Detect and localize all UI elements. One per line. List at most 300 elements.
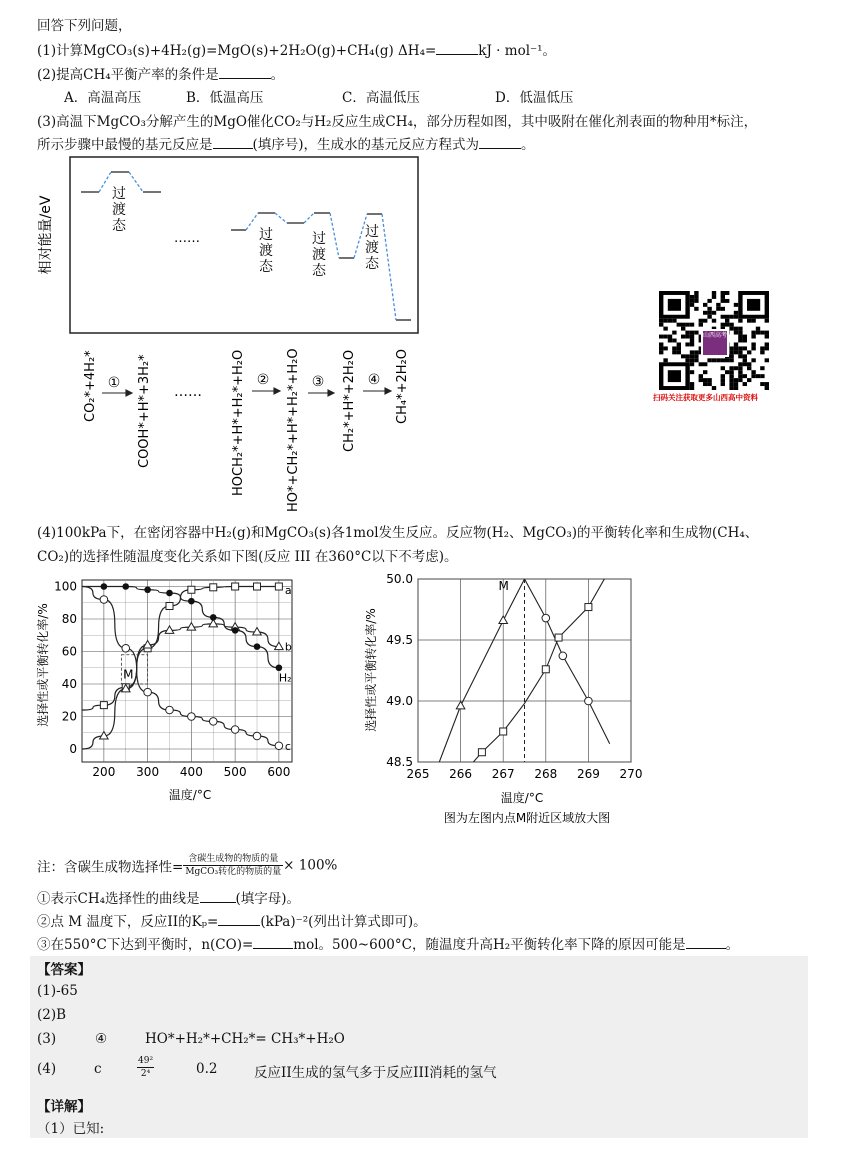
qr-module [712, 291, 716, 295]
qr-module [734, 366, 738, 370]
left-point [122, 583, 129, 590]
qr-module [663, 319, 667, 323]
qr-module [747, 378, 751, 382]
right-x-tick: 270 [619, 767, 643, 781]
qr-module [703, 303, 707, 307]
qr-module [721, 382, 725, 386]
right-point [500, 728, 507, 735]
left-point [166, 603, 173, 610]
qr-module [760, 350, 764, 354]
left-series-label: c [284, 739, 291, 753]
qr-module [765, 346, 769, 350]
q3-text-c: 。 [521, 137, 535, 153]
question-2 [37, 63, 284, 83]
qr-module [707, 307, 711, 311]
left-y-tick: 80 [61, 612, 77, 626]
sub1-blank [200, 890, 236, 903]
qr-module [738, 331, 742, 335]
qr-module [721, 307, 725, 311]
answer-4-reason: 反应II生成的氢气多于反应III消耗的氢气 [254, 1065, 497, 1081]
qr-module [721, 315, 725, 319]
left-series-line [82, 587, 279, 668]
qr-module [690, 323, 694, 327]
answer-4-frac-num: 49² [138, 1056, 154, 1066]
qr-module [659, 350, 663, 354]
qr-module [699, 323, 703, 327]
qr-module [721, 374, 725, 378]
q3-line1: (3)高温下MgCO₃分解产生的MgO催化CO₂与H₂反应生成CH₄，部分历程如图，其中吸附在催化剂表面的物种用*标注， [37, 114, 758, 130]
qr-module [743, 382, 747, 386]
qr-module [751, 370, 755, 374]
svg-text:过: 过 [112, 186, 126, 202]
left-series-line [82, 624, 279, 749]
species-3: HOCH₂*+H*+H₂*+H₂O [231, 349, 246, 496]
qr-module [734, 331, 738, 335]
left-x-tick: 600 [267, 765, 291, 779]
qr-module [690, 335, 694, 339]
answer-3-equation: HO*+H₂*+CH₂*= CH₃*+H₂O [145, 1031, 345, 1047]
answer-4-nco: 0.2 [196, 1061, 218, 1077]
qr-module [690, 342, 694, 346]
qr-module [672, 346, 676, 350]
right-y-tick: 49.0 [386, 694, 413, 708]
ts-label-3 [312, 231, 327, 279]
sub1-end: (填字母)。 [235, 891, 301, 907]
ts-label-4 [365, 224, 380, 272]
sub1-text: ①表示CH₄选择性的曲线是 [37, 891, 200, 907]
left-point [254, 583, 261, 590]
energy-diagram [30, 150, 450, 520]
sub3-blank-1 [253, 936, 293, 949]
qr-module [756, 327, 760, 331]
right-y-label: 选择性或平衡转化率/% [364, 608, 378, 732]
q2-blank [219, 66, 271, 79]
question-1 [37, 39, 556, 59]
left-x-label: 温度/°C [168, 788, 212, 802]
left-point [188, 586, 195, 593]
qr-module [690, 295, 694, 299]
qr-module [747, 350, 751, 354]
qr-module [765, 335, 769, 339]
qr-module [725, 291, 729, 295]
right-point [555, 634, 562, 641]
svg-text:过: 过 [259, 227, 273, 243]
qr-module [721, 291, 725, 295]
qr-module [712, 386, 716, 390]
qr-module [703, 378, 707, 382]
left-point [275, 742, 283, 750]
note-suffix: × 100% [283, 857, 338, 874]
species-1: CO₂*+4H₂* [83, 350, 98, 422]
sub3-text: ③在550°C下达到平衡时，n(CO)= [37, 937, 254, 953]
right-point [542, 614, 550, 622]
qr-module [760, 374, 764, 378]
svg-text:渡: 渡 [365, 240, 379, 256]
qr-module [734, 327, 738, 331]
qr-module [668, 335, 672, 339]
qr-module [738, 346, 742, 350]
left-series-label: H₂ [278, 671, 292, 685]
qr-module [703, 319, 707, 323]
qr-module [721, 358, 725, 362]
qr-module [699, 374, 703, 378]
right-point [542, 666, 549, 673]
qr-module [743, 362, 747, 366]
energy-ellipsis: …… [174, 231, 200, 246]
svg-text:渡: 渡 [312, 247, 326, 263]
left-point [254, 643, 261, 650]
q2-text: (2)提高CH₄平衡产率的条件是 [37, 67, 219, 83]
qr-module [685, 354, 689, 358]
right-x-tick: 265 [406, 767, 430, 781]
qr-module [765, 382, 769, 386]
qr-module [685, 335, 689, 339]
left-y-tick: 100 [54, 579, 77, 594]
qr-module [760, 331, 764, 335]
qr-module [725, 370, 729, 374]
answer-2: (2)B [37, 1007, 67, 1023]
left-y-tick: 20 [61, 709, 77, 724]
qr-module [677, 346, 681, 350]
qr-module [729, 370, 733, 374]
right-caption: 图为左图内点M附近区域放大图 [443, 811, 611, 825]
right-x-tick: 268 [534, 767, 558, 781]
left-point [210, 614, 217, 621]
ts-label-1 [112, 186, 127, 234]
qr-module [751, 335, 755, 339]
energy-y-label: 相对能量/eV [38, 195, 54, 275]
qr-module [738, 327, 742, 331]
sub-question-3 [37, 933, 739, 953]
qr-caption: 扫码关注获取更多山西高中资料 [653, 393, 758, 402]
qr-module [690, 339, 694, 343]
left-point [166, 590, 173, 597]
qr-module [707, 311, 711, 315]
right-x-tick: 269 [576, 767, 600, 781]
qr-module [729, 358, 733, 362]
right-m-label: M [498, 579, 509, 593]
qr-module [707, 315, 711, 319]
qr-module [690, 370, 694, 374]
answer-3-step: ④ [95, 1031, 108, 1047]
qr-module [751, 331, 755, 335]
qr-module [729, 386, 733, 390]
qr-module [734, 346, 738, 350]
qr-module [690, 358, 694, 362]
q2-option-d: D．低温低压 [495, 90, 574, 106]
sub2-text: ②点 M 温度下，反应II的Kₚ= [37, 914, 219, 930]
qr-module [707, 299, 711, 303]
left-point [144, 688, 152, 696]
qr-module [765, 386, 769, 390]
q2-option-b: B．低温高压 [186, 90, 264, 106]
right-point [499, 616, 508, 624]
note-prefix: 注：含碳生成物选择性= [37, 859, 184, 876]
qr-module [743, 346, 747, 350]
left-point [188, 598, 195, 605]
note-fraction [183, 853, 283, 878]
qr-module [729, 323, 733, 327]
qr-finder-core [747, 299, 760, 311]
qr-module [677, 323, 681, 327]
qr-module [712, 358, 716, 362]
q1-text: (1)计算MgCO₃(s)+4H₂(g)=MgO(s)+2H₂O(g)+CH₄(g) ΔH₄= [37, 43, 437, 59]
qr-module [694, 358, 698, 362]
right-x-tick: 267 [491, 767, 515, 781]
qr-module [694, 354, 698, 358]
step-3-label: ③ [311, 374, 325, 390]
sub3-text-b: mol。500~600°C，随温度升高H₂平衡转化率下降的原因可能是 [293, 937, 686, 953]
qr-module [685, 323, 689, 327]
qr-module [725, 358, 729, 362]
qr-module [716, 303, 720, 307]
left-point [187, 623, 196, 631]
species-2: COOH*+H*+3H₂* [137, 354, 152, 468]
left-point [275, 583, 282, 590]
left-x-tick: 200 [92, 765, 116, 779]
note-denominator: MgCO₃转化的物质的量 [185, 867, 282, 877]
qr-module [751, 358, 755, 362]
selectivity-note [37, 853, 337, 878]
qr-module [712, 319, 716, 323]
step-4-label: ④ [367, 372, 381, 388]
qr-module [738, 339, 742, 343]
qr-module [663, 327, 667, 331]
qr-code[interactable] [653, 291, 771, 403]
qr-module [734, 378, 738, 382]
qr-module [681, 323, 685, 327]
qr-module [734, 382, 738, 386]
qr-module [699, 362, 703, 366]
qr-module [743, 339, 747, 343]
qr-module [672, 331, 676, 335]
qr-module [699, 319, 703, 323]
qr-module [659, 323, 663, 327]
intro-text: 回答下列问题， [37, 18, 132, 34]
svg-text:态: 态 [112, 218, 126, 234]
qr-module [751, 342, 755, 346]
detail-header: 【详解】 [37, 1099, 91, 1115]
q2-end: 。 [270, 67, 285, 83]
qr-module [751, 374, 755, 378]
qr-module [756, 331, 760, 335]
answer-4-frac-den: 2⁴ [140, 1069, 151, 1079]
qr-module [703, 370, 707, 374]
qr-module [703, 382, 707, 386]
left-series-label: b [284, 640, 292, 654]
left-point [253, 628, 262, 636]
qr-module [738, 374, 742, 378]
qr-module [751, 346, 755, 350]
answer-panel [30, 956, 808, 1138]
qr-module [712, 311, 716, 315]
left-point [166, 706, 174, 714]
energy-levels [81, 172, 411, 320]
qr-module [721, 299, 725, 303]
right-point [585, 697, 593, 705]
qr-module [738, 362, 742, 366]
qr-module [738, 354, 742, 358]
left-point [101, 583, 108, 590]
sub-question-1 [37, 887, 300, 907]
qr-module [716, 358, 720, 362]
sub-question-2 [37, 910, 427, 930]
left-y-tick: 60 [61, 644, 77, 659]
species-labels [83, 348, 410, 512]
qr-module [765, 358, 769, 362]
qr-module [738, 335, 742, 339]
svg-text:态: 态 [259, 259, 273, 275]
right-x-label: 温度/°C [500, 791, 544, 805]
qr-module [663, 346, 667, 350]
right-point [559, 652, 567, 660]
svg-text:渡: 渡 [259, 243, 273, 259]
left-series-2 [82, 587, 283, 750]
left-point [209, 718, 217, 726]
left-point [100, 702, 107, 709]
qr-module [690, 303, 694, 307]
qr-module [668, 339, 672, 343]
answer-4-num: (4) [37, 1061, 57, 1077]
qr-module [672, 350, 676, 354]
q2-option-a: A．高温高压 [64, 90, 142, 106]
qr-module [659, 342, 663, 346]
qr-module [725, 299, 729, 303]
qr-module [729, 374, 733, 378]
ts-label-2 [259, 227, 274, 275]
left-point [231, 726, 239, 734]
qr-module [703, 311, 707, 315]
qr-module [685, 331, 689, 335]
qr-module [738, 370, 742, 374]
qr-module [729, 346, 733, 350]
left-y-label: 选择性或平衡转化率/% [36, 603, 50, 727]
q3-blank-1 [213, 136, 253, 149]
left-x-tick: 400 [179, 765, 203, 779]
step-ellipsis: …… [174, 384, 202, 400]
qr-module [765, 331, 769, 335]
qr-finder-core [668, 370, 681, 382]
svg-text:渡: 渡 [112, 202, 126, 218]
qr-logo-text: 山西高考 [703, 332, 728, 339]
qr-module [672, 339, 676, 343]
qr-module [765, 342, 769, 346]
species-5: CH₂*+H*+2H₂O [342, 349, 357, 452]
left-series-line [82, 587, 279, 746]
right-series-line-1 [486, 570, 610, 744]
sub2-end: (kPa)⁻²(列出计算式即可)。 [260, 914, 427, 930]
detail-1: （1）已知: [37, 1121, 105, 1137]
qr-module [725, 315, 729, 319]
qr-module [694, 299, 698, 303]
qr-module [681, 335, 685, 339]
qr-logo [701, 329, 729, 357]
qr-module [681, 327, 685, 331]
qr-module [694, 350, 698, 354]
qr-module [747, 362, 751, 366]
qr-module [690, 382, 694, 386]
step-2-label: ② [256, 372, 270, 388]
qr-module [690, 299, 694, 303]
qr-module [659, 319, 663, 323]
left-series-label: a [284, 583, 292, 597]
chart-right [355, 570, 655, 832]
left-point [253, 732, 261, 740]
qr-module [729, 327, 733, 331]
qr-module [747, 366, 751, 370]
qr-module [738, 378, 742, 382]
left-point [210, 584, 217, 591]
qr-module [690, 331, 694, 335]
qr-module [690, 386, 694, 390]
qr-module [734, 350, 738, 354]
qr-module [729, 350, 733, 354]
left-series-3 [82, 583, 282, 671]
qr-module [760, 346, 764, 350]
chart-left [30, 570, 310, 810]
qr-module [690, 362, 694, 366]
qr-module [734, 315, 738, 319]
answer-4-letter: c [94, 1061, 102, 1077]
q4-line2: CO₂)的选择性随温度变化关系如下图(反应 III 在360°C以下不考虑)。 [37, 549, 458, 565]
qr-module [690, 350, 694, 354]
qr-module [659, 346, 663, 350]
qr-module [694, 295, 698, 299]
q1-unit: kJ · mol⁻¹。 [478, 43, 557, 59]
q1-blank [436, 42, 478, 55]
left-point [188, 713, 196, 721]
qr-finder-core [668, 299, 681, 311]
right-y-tick: 50.0 [386, 572, 413, 586]
left-x-tick: 500 [223, 765, 247, 779]
species-6: CH₄*+2H₂O [395, 349, 410, 424]
left-point [122, 644, 130, 652]
answer-header: 【答案】 [37, 962, 91, 978]
qr-module [694, 307, 698, 311]
left-point [100, 596, 108, 604]
qr-module [694, 291, 698, 295]
qr-module [747, 319, 751, 323]
qr-module [738, 366, 742, 370]
right-y-tick: 49.5 [386, 633, 413, 647]
svg-text:态: 态 [312, 263, 326, 279]
qr-module [760, 382, 764, 386]
qr-module [743, 358, 747, 362]
right-point [585, 604, 592, 611]
qr-module [729, 354, 733, 358]
qr-module [738, 350, 742, 354]
right-y-tick: 48.5 [386, 755, 413, 769]
right-x-tick: 266 [449, 767, 473, 781]
qr-module [760, 366, 764, 370]
qr-module [690, 354, 694, 358]
left-point [276, 664, 283, 671]
qr-module [716, 307, 720, 311]
left-point [144, 586, 151, 593]
qr-module [743, 374, 747, 378]
right-point [456, 701, 465, 709]
svg-text:过: 过 [312, 231, 326, 247]
energy-transitions [99, 172, 396, 320]
answer-3-num: (3) [37, 1031, 57, 1047]
qr-module [734, 342, 738, 346]
qr-module [725, 319, 729, 323]
q3-text-a: 所示步骤中最慢的基元反应是 [37, 137, 213, 153]
right-point [478, 749, 485, 756]
qr-module [712, 295, 716, 299]
qr-module [672, 319, 676, 323]
qr-module [729, 378, 733, 382]
